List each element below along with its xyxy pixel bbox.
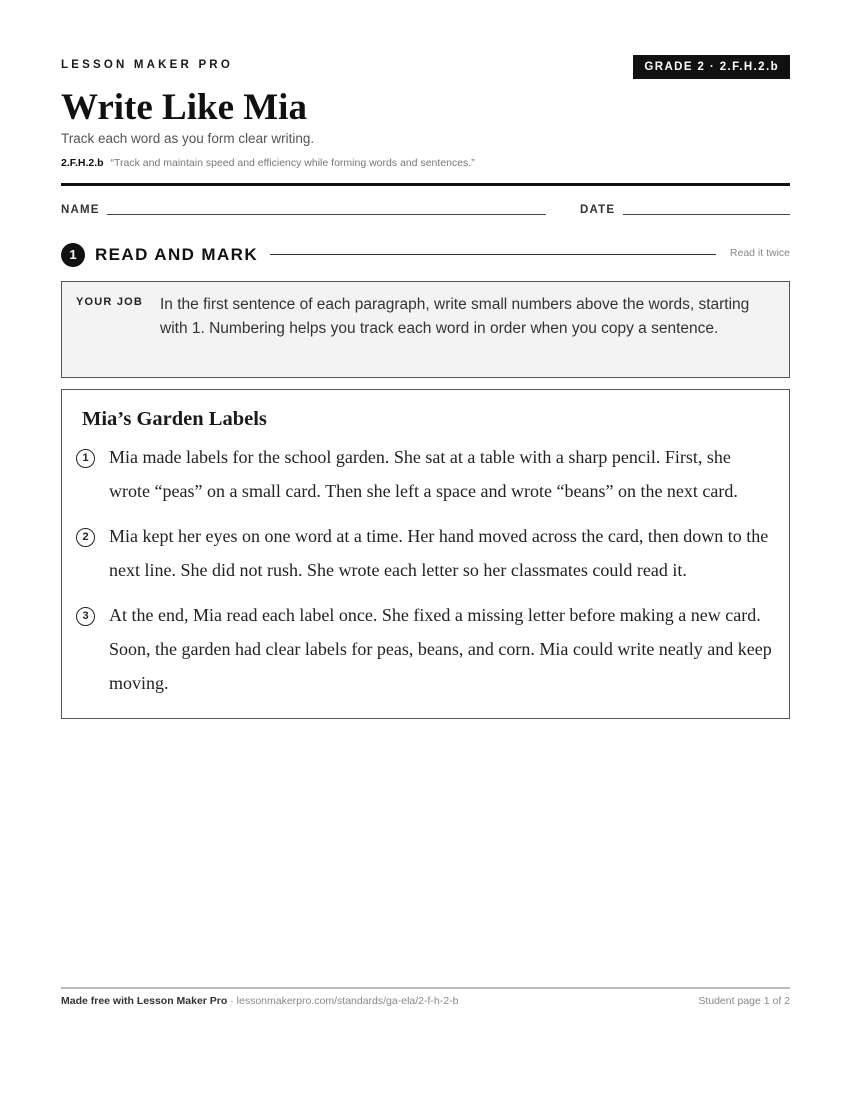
standard-text: “Track and maintain speed and efficiency while forming words and sentences.” — [110, 157, 475, 169]
paragraph-number: 2 — [76, 528, 95, 547]
name-label: NAME — [61, 204, 100, 216]
paragraph-text: Mia kept her eyes on one word at a time. Her hand moved across the card, then down to the next line. She did not rush. She wrote each letter so her classmates could read it. — [109, 526, 769, 580]
header-divider — [61, 183, 790, 186]
standard-code: 2.F.H.2.b — [61, 157, 104, 169]
page-subtitle: Track each word as you form clear writing. — [61, 131, 315, 146]
your-job-instructions: In the first sentence of each paragraph, write small numbers above the words, starting with 1. Numbering helps you track each word in order when you copy a sentence. — [160, 296, 750, 337]
paragraph-text: Mia made labels for the school garden. She sat at a table with a sharp pencil. First, she wrote “peas” on a small card. Then she left a space and wrote “beans” on the next card. — [109, 447, 738, 501]
brand-name: LESSON MAKER PRO — [61, 59, 233, 71]
footer-credit — [61, 995, 458, 1007]
page-title: Write Like Mia — [61, 87, 307, 128]
section-divider — [270, 254, 716, 255]
section-title: READ AND MARK — [95, 245, 259, 264]
footer-url-link[interactable]: lessonmakerpro.com/standards/ga-ela/2-f-h-2-b — [236, 995, 459, 1007]
your-job-box — [61, 281, 790, 378]
footer-made-with: Made free with Lesson Maker Pro — [61, 995, 228, 1007]
story-box — [61, 389, 790, 719]
your-job-label: YOUR JOB — [76, 296, 144, 308]
footer-page-number: Student page 1 of 2 — [698, 995, 790, 1007]
footer-divider — [61, 987, 790, 989]
date-label: DATE — [580, 204, 616, 216]
footer-separator: · — [227, 995, 237, 1007]
story-title: Mia’s Garden Labels — [82, 408, 267, 430]
section-note: Read it twice — [729, 247, 790, 259]
name-field[interactable] — [107, 214, 546, 215]
paragraph-text: At the end, Mia read each label once. She fixed a missing letter before making a new card. Soon, the garden had clear labels for peas, beans, and corn. Mia could write neatly and keep moving. — [109, 605, 772, 693]
date-field[interactable] — [623, 214, 790, 215]
standard-line — [61, 157, 475, 169]
paragraph-number: 1 — [76, 449, 95, 468]
worksheet-page — [61, 0, 790, 1100]
paragraph-number: 3 — [76, 607, 95, 626]
section-number-badge: 1 — [61, 243, 85, 267]
grade-badge: GRADE 2 · 2.F.H.2.b — [633, 55, 790, 79]
